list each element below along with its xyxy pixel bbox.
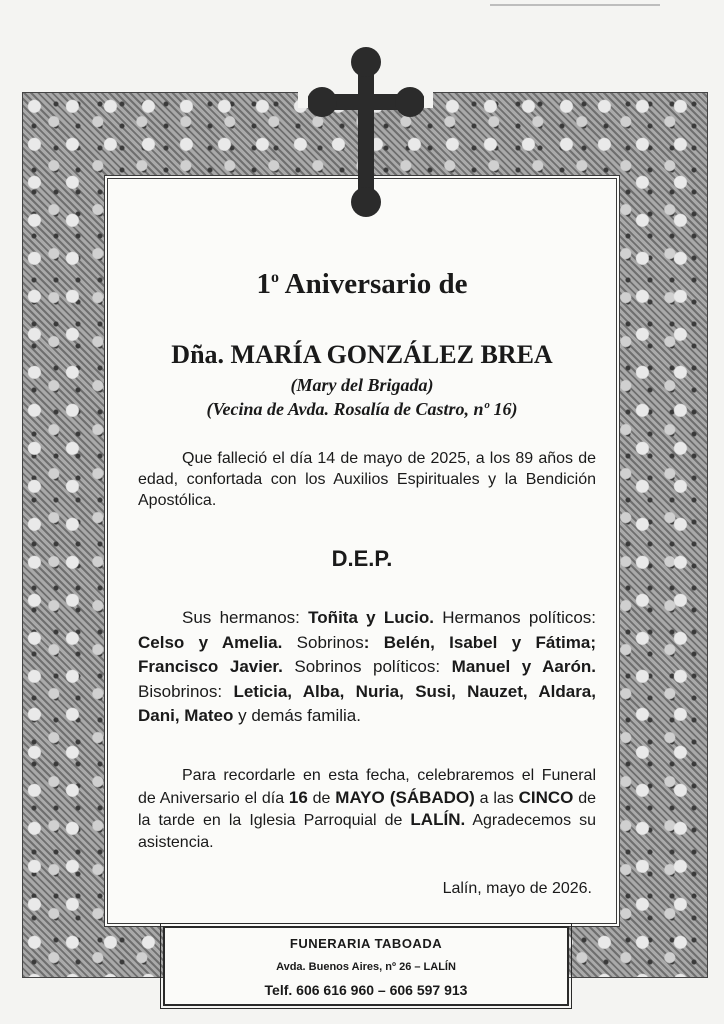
family-paragraph: Sus hermanos: Toñita y Lucio. Hermanos políticos: Celso y Amelia. Sobrinos: Belén, Isabel y Fátima; Francisco Javier. Sobrinos políticos: Manuel y Aarón. Bisobrinos: Leticia, Alba, Nuria, Susi, Nauzet, Aldara, Dani, Mateo y demás familia. xyxy=(138,608,597,725)
funeral-home-name: FUNERARIA TABOADA xyxy=(289,936,443,951)
anniversary-title: 1$^o$ Aniversario de xyxy=(256,268,468,300)
death-paragraph: Que falleció el día 14 de mayo de 2025, a los 89 años de edad, confortada con los Auxilios Espirituales y la Bendición Apostólica. xyxy=(138,450,596,509)
deceased-nickname: (Mary del Brigada) xyxy=(290,375,434,395)
signoff-place-date: Lalín, mayo de 2026. xyxy=(442,880,592,897)
funeral-home-phone: Telf. 606 616 960 – 606 597 913 xyxy=(264,982,468,998)
funeral-paragraph: Para recordarle en esta fecha, celebraremos el Funeral de Aniversario el día 16 de MAYO (SÁBADO) a las CINCO de la tarde en la Iglesia Parroquial de LALÍN. Agradecemos su asistencia. xyxy=(138,767,597,851)
funeral-home-address: Avda. Buenos Aires, nº 26 – LALÍN xyxy=(276,961,456,973)
deceased-name: Dña. MARÍA GONZÁLEZ BREA xyxy=(171,340,553,369)
scan-artifact-line xyxy=(490,4,660,6)
cross-icon xyxy=(308,46,424,218)
deceased-address: (Vecina de Avda. Rosalía de Castro, nº 16) xyxy=(206,399,518,419)
funeral-home-box xyxy=(163,926,569,1006)
dep-heading: D.E.P. xyxy=(331,546,393,571)
